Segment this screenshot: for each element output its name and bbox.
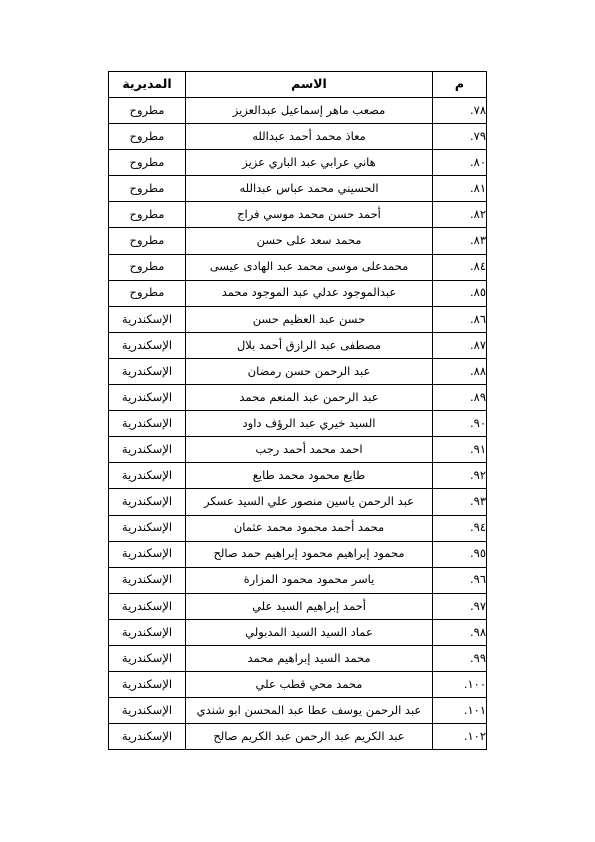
table-row <box>109 358 487 384</box>
row-directorate: مطروح <box>109 254 186 280</box>
row-number: ٨٤. <box>433 254 487 280</box>
table-row <box>109 672 487 698</box>
row-number: ٨٠. <box>433 150 487 176</box>
row-number: ١٠١. <box>433 698 487 724</box>
table-row <box>109 228 487 254</box>
row-directorate: الإسكندرية <box>109 332 186 358</box>
row-name: عبد الرحمن ياسين منصور علي السيد عسكر <box>186 489 433 515</box>
roster-table <box>108 71 487 750</box>
table-row <box>109 724 487 750</box>
row-name: احمد محمد أحمد رجب <box>186 437 433 463</box>
row-directorate: الإسكندرية <box>109 541 186 567</box>
table-row <box>109 411 487 437</box>
table-row <box>109 332 487 358</box>
row-directorate: الإسكندرية <box>109 306 186 332</box>
table-row <box>109 98 487 124</box>
table-body <box>109 98 487 750</box>
row-directorate: مطروح <box>109 202 186 228</box>
row-directorate: مطروح <box>109 228 186 254</box>
row-number: ٩٧. <box>433 593 487 619</box>
row-number: ٨٦. <box>433 306 487 332</box>
row-directorate: الإسكندرية <box>109 437 186 463</box>
row-number: ٧٨. <box>433 98 487 124</box>
row-number: ٩٦. <box>433 567 487 593</box>
row-name: محمد أحمد محمود محمد عثمان <box>186 515 433 541</box>
row-number: ٩٥. <box>433 541 487 567</box>
row-number: ٩٢. <box>433 463 487 489</box>
row-name: الحسيني محمد عباس عبدالله <box>186 176 433 202</box>
row-directorate: الإسكندرية <box>109 489 186 515</box>
row-directorate: الإسكندرية <box>109 515 186 541</box>
row-number: ٨٣. <box>433 228 487 254</box>
row-directorate: الإسكندرية <box>109 463 186 489</box>
table-row <box>109 150 487 176</box>
row-name: أحمد إبراهيم السيد علي <box>186 593 433 619</box>
row-number: ٩٤. <box>433 515 487 541</box>
row-number: ١٠٢. <box>433 724 487 750</box>
row-number: ٨٢. <box>433 202 487 228</box>
row-name: طايع محمود محمد طايع <box>186 463 433 489</box>
row-name: محمدعلى موسى محمد عبد الهادى عيسى <box>186 254 433 280</box>
row-name: عبد الكريم عبد الرحمن عبد الكريم صالح <box>186 724 433 750</box>
row-name: محمود إبراهيم محمود إبراهيم حمد صالح <box>186 541 433 567</box>
row-name: مصعب ماهر إسماعيل عبدالعزيز <box>186 98 433 124</box>
table-row <box>109 698 487 724</box>
row-name: محمد محي قطب علي <box>186 672 433 698</box>
row-number: ١٠٠. <box>433 672 487 698</box>
row-name: أحمد حسن محمد موسي فراج <box>186 202 433 228</box>
table-row <box>109 306 487 332</box>
row-number: ٨٩. <box>433 385 487 411</box>
table-row <box>109 593 487 619</box>
header-name: الاسم <box>186 72 433 98</box>
row-directorate: الإسكندرية <box>109 411 186 437</box>
row-directorate: الإسكندرية <box>109 358 186 384</box>
row-name: عبد الرحمن عبد المنعم محمد <box>186 385 433 411</box>
table-row <box>109 619 487 645</box>
row-number: ٩٠. <box>433 411 487 437</box>
row-name: عبد الرحمن يوسف عطا عبد المحسن ابو شندي <box>186 698 433 724</box>
row-number: ٨٨. <box>433 358 487 384</box>
row-directorate: مطروح <box>109 176 186 202</box>
table-row <box>109 463 487 489</box>
table-row <box>109 489 487 515</box>
row-name: السيد خيري عبد الرؤف داود <box>186 411 433 437</box>
table-row <box>109 124 487 150</box>
table-row <box>109 254 487 280</box>
row-name: مصطفى عبد الرازق أحمد بلال <box>186 332 433 358</box>
row-directorate: الإسكندرية <box>109 567 186 593</box>
row-name: هاني عرابي عبد الباري عزيز <box>186 150 433 176</box>
row-name: عبدالموجود عدلي عبد الموجود محمد <box>186 280 433 306</box>
row-directorate: مطروح <box>109 280 186 306</box>
table-row <box>109 567 487 593</box>
table-row <box>109 280 487 306</box>
row-directorate: الإسكندرية <box>109 698 186 724</box>
row-name: حسن عبد العظيم حسن <box>186 306 433 332</box>
row-name: عبد الرحمن حسن رمضان <box>186 358 433 384</box>
row-directorate: الإسكندرية <box>109 724 186 750</box>
table-row <box>109 176 487 202</box>
row-directorate: الإسكندرية <box>109 385 186 411</box>
row-name: محمد سعد على حسن <box>186 228 433 254</box>
row-number: ٩٩. <box>433 645 487 671</box>
row-name: معاذ محمد أحمد عبدالله <box>186 124 433 150</box>
row-number: ٨٥. <box>433 280 487 306</box>
row-name: محمد السيد إبراهيم محمد <box>186 645 433 671</box>
table-row <box>109 541 487 567</box>
row-directorate: مطروح <box>109 98 186 124</box>
row-directorate: مطروح <box>109 124 186 150</box>
row-number: ٩٣. <box>433 489 487 515</box>
row-name: عماد السيد السيد المدبولي <box>186 619 433 645</box>
row-directorate: الإسكندرية <box>109 593 186 619</box>
row-directorate: الإسكندرية <box>109 619 186 645</box>
row-directorate: الإسكندرية <box>109 645 186 671</box>
row-number: ٩٨. <box>433 619 487 645</box>
row-name: ياسر محمود محمود المزارة <box>186 567 433 593</box>
table-row <box>109 437 487 463</box>
row-number: ٩١. <box>433 437 487 463</box>
row-directorate: مطروح <box>109 150 186 176</box>
table-row <box>109 515 487 541</box>
row-number: ٨١. <box>433 176 487 202</box>
table-header-row <box>109 72 487 98</box>
row-directorate: الإسكندرية <box>109 672 186 698</box>
table-row <box>109 385 487 411</box>
row-number: ٨٧. <box>433 332 487 358</box>
row-number: ٧٩. <box>433 124 487 150</box>
table-row <box>109 645 487 671</box>
header-directorate: المديرية <box>109 72 186 98</box>
table-row <box>109 202 487 228</box>
header-number: م <box>433 72 487 98</box>
